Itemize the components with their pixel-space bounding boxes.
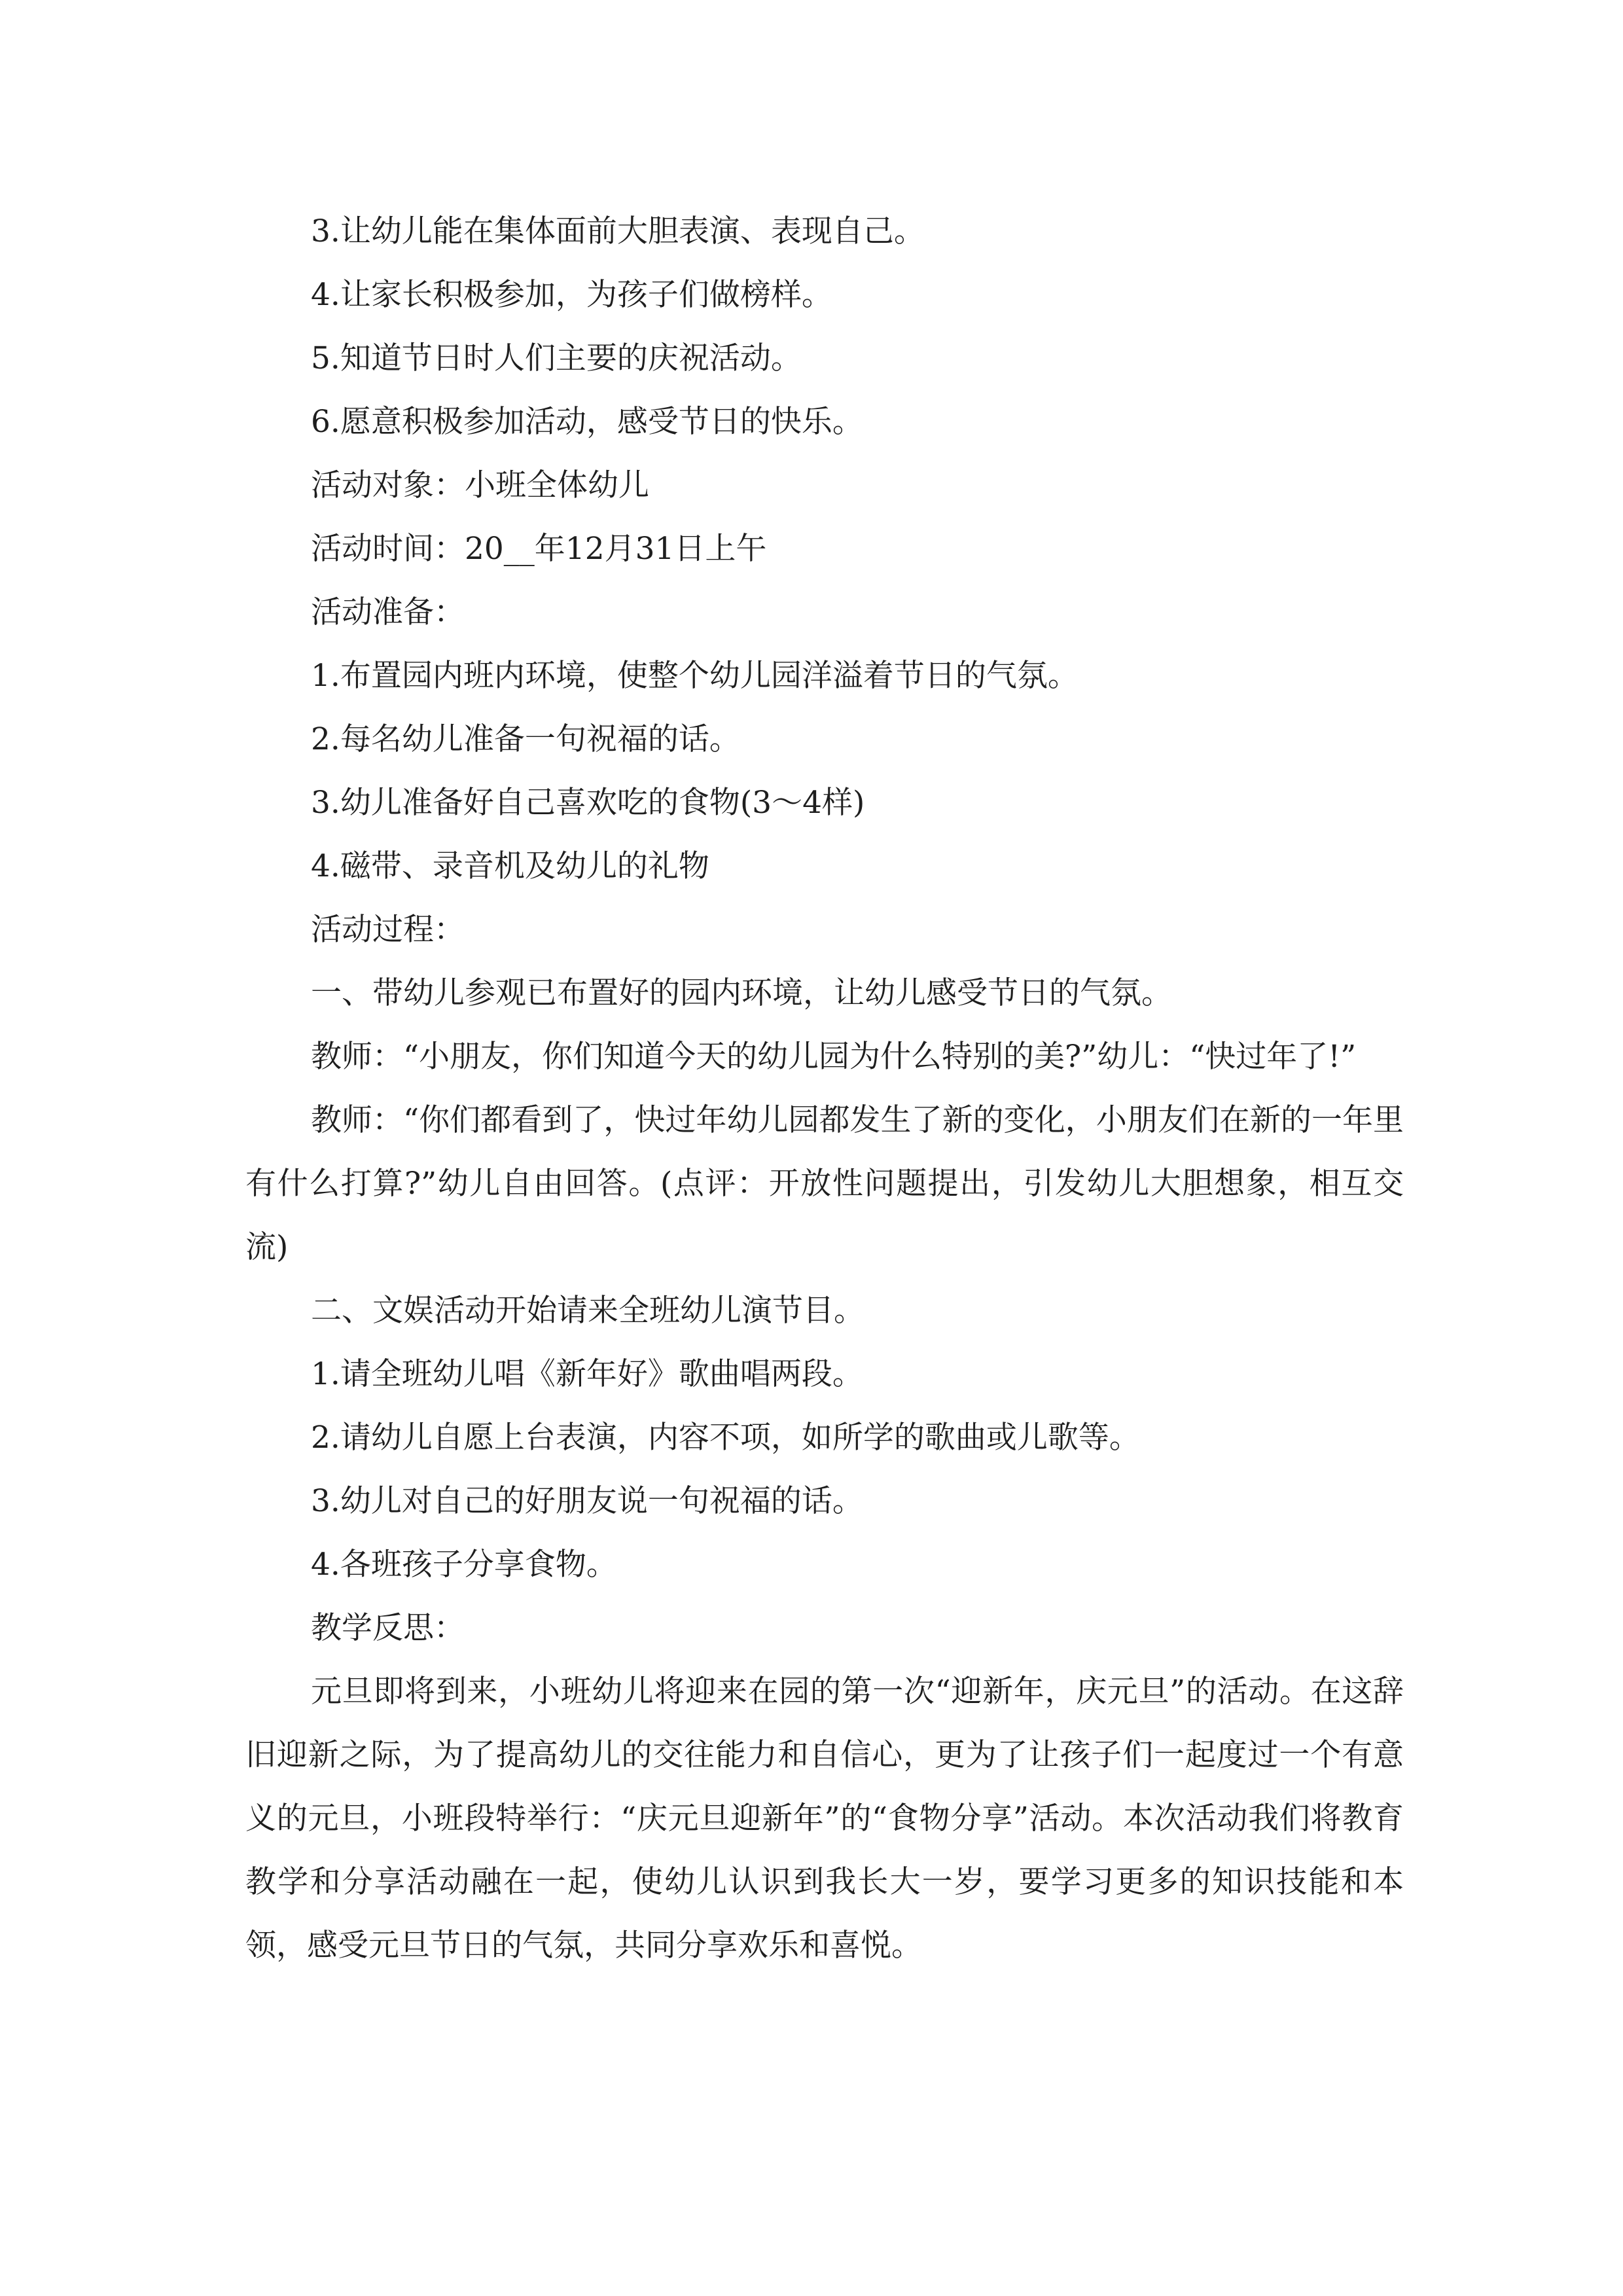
paragraph-performance-4: 4.各班孩子分享食物。 xyxy=(311,1547,617,1583)
paragraph-performance-3: 3.幼儿对自己的好朋友说一句祝福的话。 xyxy=(311,1483,863,1519)
paragraph-teacher-dialogue-1: 教师：“小朋友，你们知道今天的幼儿园为什么特别的美?”幼儿：“快过年了!” xyxy=(311,1039,1357,1075)
document-body xyxy=(245,200,1404,1977)
paragraph-performance-1: 1.请全班幼儿唱《新年好》歌曲唱两段。 xyxy=(311,1356,863,1392)
paragraph-teacher-dialogue-2: 教师：“你们都看到了，快过年幼儿园都发生了新的变化，小朋友们在新的一年里有什么打算?”幼儿自由回答。(点评：开放性问题提出，引发幼儿大胆想象，相互交流) xyxy=(245,1102,1404,1265)
paragraph-prep-1: 1.布置园内班内环境，使整个幼儿园洋溢着节日的气氛。 xyxy=(311,658,1079,694)
paragraph-prep-3: 3.幼儿准备好自己喜欢吃的食物(3～4样) xyxy=(311,785,865,821)
paragraph-process-2: 二、文娱活动开始请来全班幼儿演节目。 xyxy=(311,1293,865,1329)
heading-activity-process: 活动过程： xyxy=(311,912,465,948)
paragraph-goal-6: 6.愿意积极参加活动，感受节日的快乐。 xyxy=(311,404,863,440)
heading-activity-preparation: 活动准备： xyxy=(311,594,465,630)
paragraph-activity-target: 活动对象：小班全体幼儿 xyxy=(311,467,649,503)
paragraph-goal-3: 3.让幼儿能在集体面前大胆表演、表现自己。 xyxy=(311,213,925,249)
paragraph-performance-2: 2.请幼儿自愿上台表演，内容不项，如所学的歌曲或儿歌等。 xyxy=(311,1420,1140,1456)
paragraph-goal-5: 5.知道节日时人们主要的庆祝活动。 xyxy=(311,340,802,376)
paragraph-activity-time: 活动时间：20__年12月31日上午 xyxy=(311,531,767,567)
paragraph-goal-4: 4.让家长积极参加，为孩子们做榜样。 xyxy=(311,277,832,313)
paragraph-process-1: 一、带幼儿参观已布置好的园内环境，让幼儿感受节日的气氛。 xyxy=(311,975,1172,1011)
paragraph-reflection: 元旦即将到来，小班幼儿将迎来在园的第一次“迎新年，庆元旦”的活动。在这辞旧迎新之际，为了提高幼儿的交往能力和自信心，更为了让孩子们一起度过一个有意义的元旦，小班段特举行：“庆元旦迎新年”的“食物分享”活动。本次活动我们将教育教学和分享活动融在一起，使幼儿认识到我长大一岁，要学习更多的知识技能和本领，感受元旦节日的气氛，共同分享欢乐和喜悦。 xyxy=(245,1674,1404,1964)
paragraph-prep-2: 2.每名幼儿准备一句祝福的话。 xyxy=(311,721,740,757)
heading-teaching-reflection: 教学反思： xyxy=(311,1610,465,1646)
paragraph-prep-4: 4.磁带、录音机及幼儿的礼物 xyxy=(311,848,709,884)
